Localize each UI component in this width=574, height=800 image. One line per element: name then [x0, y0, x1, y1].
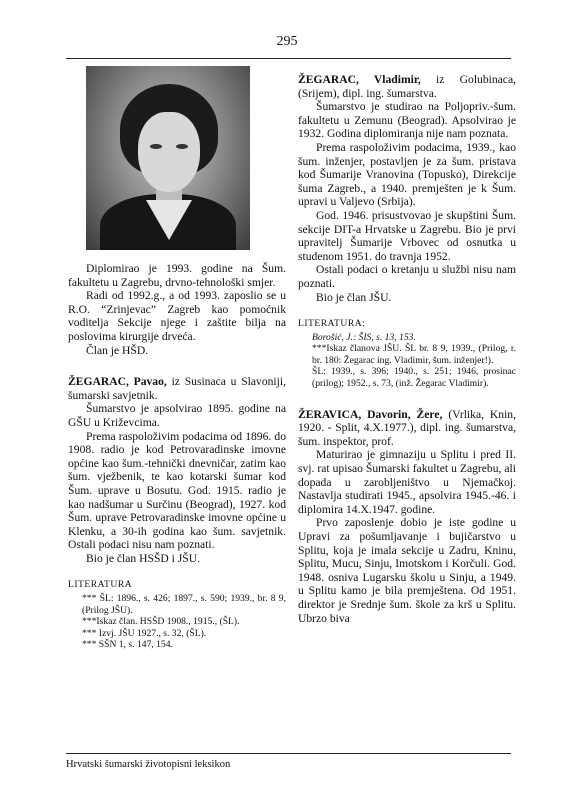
paragraph: Diplomirao je 1993. godine na Šum. fakultetu u Zagrebu, drvno-tehnološki smjer.: [68, 262, 286, 289]
paragraph: God. 1946. prisustvovao je skupštini Šum. sekcije DIT-a Hrvatske u Zagrebu. Bio je prvi upravitelj Šumarije Vrbovec od osnutka u studenom 1951. do travnja 1952.: [298, 208, 516, 263]
paragraph: Član je HŠD.: [86, 343, 149, 357]
literature-item: *** ŠL: 1896., s. 426; 1897., s. 590; 1939., br. 8 9, (Prilog JŠU).: [82, 593, 286, 616]
paragraph: Prema raspoloživim podacima, 1939., kao šum. inženjer, postavljen je za šum. pristava kod Šumarije Vranovina (Topusko), Direkcije šuma Zagreb., a 1940. premješten je k Šum. upravi u Valjevo (Srbija).: [298, 140, 516, 209]
literature-item: ***Iskaz član. HSŠD 1908., 1915., (ŠL).: [82, 616, 240, 628]
literature-item: *** Izvj. JŠU 1927., s. 32, (ŠL).: [82, 627, 207, 639]
literature-item: *** SŠN 1, s. 147, 154.: [82, 639, 173, 651]
bottom-rule: [66, 753, 511, 754]
paragraph: Prvo zaposlenje dobio je iste godine u Upravi za pošumljavanje i bujičarstvo u Splitu, koja je imala sekcije u Zadru, Kninu, Splitu, Mucu, Sinju, Imotskom i Korčuli. God. 1948. osniva Lugarsku školu u Sinju, a 1949. u Splitu kamo je bila premještena. Od 1951. direktor je Srednje šum. škole za krš u Splitu. Ubrzo biva: [298, 516, 516, 625]
literature-heading: LITERATURA:: [298, 318, 366, 330]
running-footer: Hrvatski šumarski životopisni leksikon: [66, 759, 231, 770]
paragraph: Šumarstvo je apsolvirao 1895. godine na GŠU u Križevcima.: [68, 402, 286, 429]
entry-name: ŽEGARAC, Pavao,: [68, 375, 167, 389]
portrait-photo: [86, 66, 250, 250]
paragraph: Bio je član HSŠD i JŠU.: [86, 551, 201, 565]
paragraph: Bio je član JŠU.: [316, 290, 392, 304]
entry-intro: (Vrlika, Knin, 1920. - Split, 4.X.1977.), dipl. ing. šumarstva, šum. inspektor, prof.: [298, 407, 516, 448]
entry-heading-zegarac-pavao: [68, 375, 286, 402]
page-number: 295: [276, 34, 298, 49]
entry-heading-zeravica-davorin: [298, 408, 516, 449]
right-column: [298, 73, 516, 625]
entry-intro: iz Susinaca u Slavoniji, šumarski savjetnik.: [68, 375, 286, 402]
paragraph: Prema raspoloživim podacima od 1896. do 1908. radio je kod Petrovaradinske imovne općine kao šum.-tehnički dnevničar, zatim kao šum. vježbenik, te kao kotarski šumar kod Šum. uprave u Bosutu. God. 1915. radio je kao nadšumar u Surčinu (Beograd), 1927. kod Šum. uprave Petrovaradinske imovne općine u Klenku, a 30-ih godina kao šum. savjetnik. Ostali podaci nisu nam poznati.: [68, 429, 286, 552]
literature-item: Borošić, J.: ŠIS, s. 13, 153.: [312, 331, 416, 343]
entry-name: ŽERAVICA, Davorin, Žere,: [298, 407, 443, 421]
entry-intro: iz Golubinaca, (Srijem), dipl. ing. šumarstva.: [298, 73, 516, 100]
top-rule: [66, 58, 511, 59]
paragraph: Ostali podaci o kretanju u službi nisu nam poznati.: [298, 263, 516, 290]
paragraph: Šumarstvo je studirao na Poljopriv.-šum. fakultetu u Zemunu (Beograd). Apsolvirao je 1932. Godina diplomiranja nije nam poznata.: [298, 100, 516, 141]
literature-heading: LITERATURA: [68, 579, 133, 591]
literature-item: ŠL: 1939., s. 396; 1940., s. 251; 1946, prosinac (prilog); 1952., s. 73, (inž. Žegarac Vladimir).: [312, 366, 516, 390]
left-column: [68, 66, 286, 651]
paragraph: Maturirao je gimnaziju u Splitu i pred II. svj. rat upisao Šumarski fakultet u Zagrebu, ali dopada u zarobljeništvo u Njemačkoj. Nastavlja studirati 1945., apsolvira 1945.-46. i diplomira 14.X.1947. godine.: [298, 448, 516, 516]
entry-name: ŽEGARAC, Vladimir,: [298, 73, 421, 86]
entry-heading-zegarac-vladimir: [298, 73, 516, 100]
literature-item: ***Iskaz članova JŠU. ŠL br. 8 9, 1939., (Prilog, r. br. 180: Žegarac ing. Vladimir, šum. inženjer!).: [312, 343, 516, 366]
paragraph: Radi od 1992.g., a od 1993. zaposlio se u R.O. “Zrinjevac” Zagreb kao pomoćnik voditelja Sekcije njege i zaštite bilja na poslovima kirurgije drveća.: [68, 289, 286, 343]
